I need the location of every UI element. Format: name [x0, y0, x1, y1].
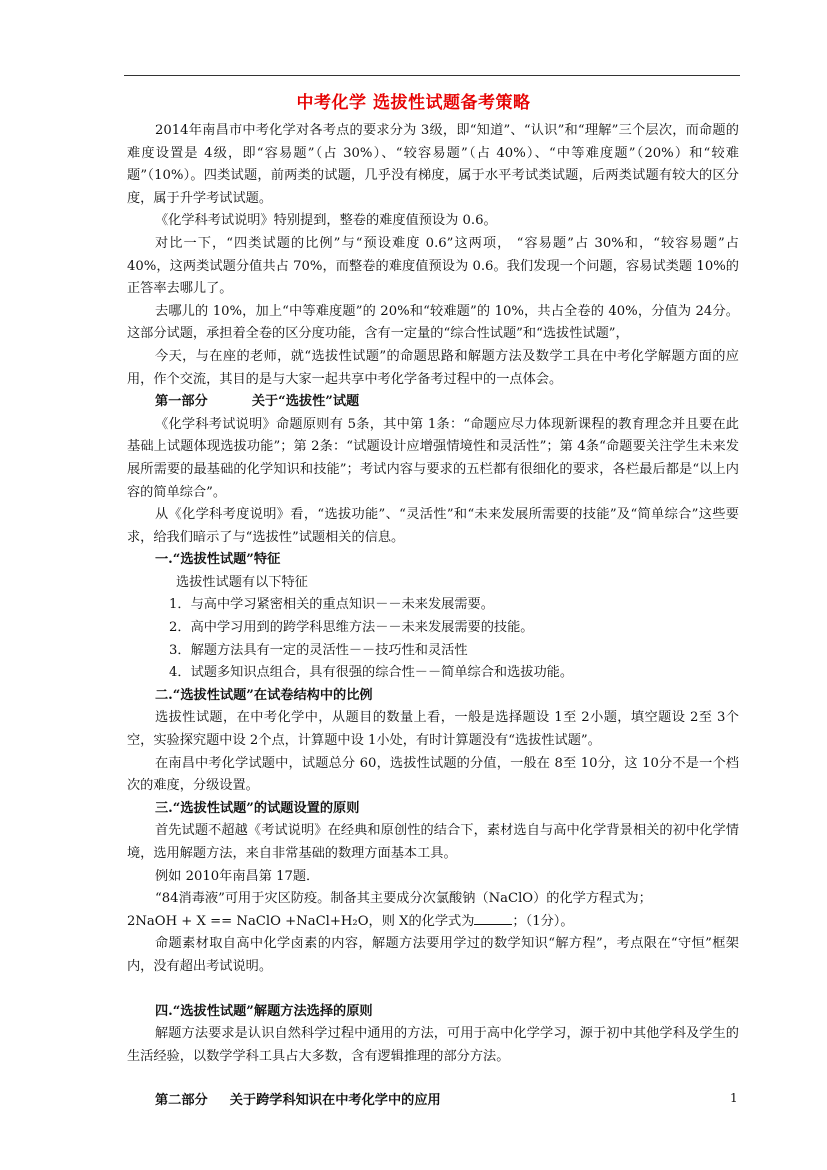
part-two-title: 关于跨学科知识在中考化学中的应用: [229, 1093, 441, 1109]
paragraph: 解题方法要求是认识自然科学过程中通用的方法，可用于高中化学学习，源于初中其他学科及学生的生活经验，以数学学科工具占大多数，含有逻辑推理的部分方法。: [127, 1026, 739, 1064]
paragraph: 对比一下，“四类试题的比例”与“预设难度 0.6”这两项， “容易题”占 30%和，“较容易题”占 40%，这两类试题分值共占 70%，而整卷的难度值预设为 0.6。我们发现一个问题，容易试类题 10%的正答率去哪儿了。: [127, 235, 739, 297]
part-one-heading: [127, 391, 739, 414]
paragraph: 选拔性试题，在中考化学中，从题目的数量上看，一般是选择题设 1至 2小题，填空题设 2至 3个空，实验探究题中设 2个点，计算题中设 1小处，有时计算题没有“选拔性试题”。: [127, 710, 739, 749]
paragraph: 首先试题不超越《考试说明》在经典和原创性的结合下，素材选自与高中化学背景相关的初中化学情境，选用解题方法，来自非常基础的数理方面基本工具。: [127, 823, 739, 861]
equation-score: ；（1分）。: [512, 913, 574, 929]
section-heading-4: 四.“选拔性试题”解题方法选择的原则: [155, 1003, 373, 1019]
document-title: 中考化学 选拔性试题备考策略: [296, 93, 531, 113]
list-item: 2．高中学习用到的跨学科思维方法－－未来发展需要的技能。: [169, 620, 534, 636]
equation-text: 2NaOH + X == NaClO +NaCl+H₂O，则 X的化学式为: [127, 913, 475, 929]
answer-blank: [474, 911, 512, 925]
part-one-title: 关于“选拔性”试题: [251, 394, 360, 410]
paragraph: 例如 2010年南昌第 17题．: [155, 868, 320, 884]
paragraph: “84消毒液”可用于灾区防疫。制备其主要成分次氯酸钠（NaClO）的化学方程式为；: [155, 891, 652, 907]
paragraph: 《化学科考试说明》特别提到，整卷的难度值预设为 0.6。: [155, 213, 497, 229]
part-two-heading: [127, 1090, 739, 1113]
list-item: 3．解题方法具有一定的灵活性－－技巧性和灵活性: [169, 642, 468, 658]
page-number: 1: [730, 1091, 738, 1105]
section-heading-3: 三.“选拔性试题”的试题设置的原则: [155, 800, 360, 816]
header-rule: [124, 75, 740, 76]
paragraph: 《化学科考试说明》命题原则有 5条，其中第 1条：“命题应尽力体现新课程的教育理念并且要在此基础上试题体现选拔功能”；第 2条：“试题设计应增强情境性和灵活性”；第 4条“命题要关注学生未来发展所需要的最基础的化学知识和技能”；考试内容与要求的五栏都有很细化的要求，各栏最后都是“以上内容的简单综合”。: [127, 416, 739, 500]
part-one-label: 第一部分: [155, 394, 208, 410]
equation-line: [127, 911, 739, 934]
document-body: [127, 120, 739, 1113]
list-item: 4．试题多知识点组合，具有很强的综合性－－简单综合和选拔功能。: [169, 665, 574, 681]
list-intro: 选拔性试题有以下特征: [176, 574, 308, 590]
section-heading-1: 一.“选拔性试题”特征: [155, 552, 281, 568]
paragraph: 命题素材取自高中化学卤素的内容，解题方法要用学过的数学知识“解方程”，考点限在“守恒”框架内，没有超出考试说明。: [127, 936, 739, 974]
paragraph: 在南昌中考化学试题中，试题总分 60，选拔性试题的分值，一般在 8至 10分，这 10分不是一个档次的难度，分级设置。: [127, 755, 739, 794]
paragraph: 去哪儿的 10%，加上“中等难度题”的 20%和“较难题”的 10%，共占全卷的 40%，分值为 24分。这部分试题，承担着全卷的区分度功能，含有一定量的“综合性试题”和“选拔性试题”，: [127, 303, 739, 342]
section-heading-2: 二.“选拔性试题”在试卷结构中的比例: [155, 687, 373, 703]
part-two-label: 第二部分: [155, 1093, 208, 1109]
paragraph: 今天，与在座的老师，就“选拔性试题”的命题思路和解题方法及数学工具在中考化学解题方面的应用，作个交流，其目的是与大家一起共享中考化学备考过程中的一点体会。: [127, 348, 739, 387]
list-item: 1．与高中学习紧密相关的重点知识－－未来发展需要。: [169, 597, 494, 613]
paragraph: 从《化学科考度说明》看，“选拔功能”、“灵活性”和“未来发展所需要的技能”及“简单综合”这些要求，给我们暗示了与“选拔性”试题相关的信息。: [127, 507, 739, 545]
paragraph: 2014年南昌市中考化学对各考点的要求分为 3级，即“知道”、“认识”和“理解”三个层次，而命题的难度设置是 4级，即“容易题”（占 30%）、“较容易题”（占 40%）、“中等难度题”（20%）和“较难题”（10%）。四类试题，前两类的试题，几乎没有梯度，属于水平考试类试题，后两类试题有较大的区分度，属于升学考试试题。: [127, 123, 739, 206]
